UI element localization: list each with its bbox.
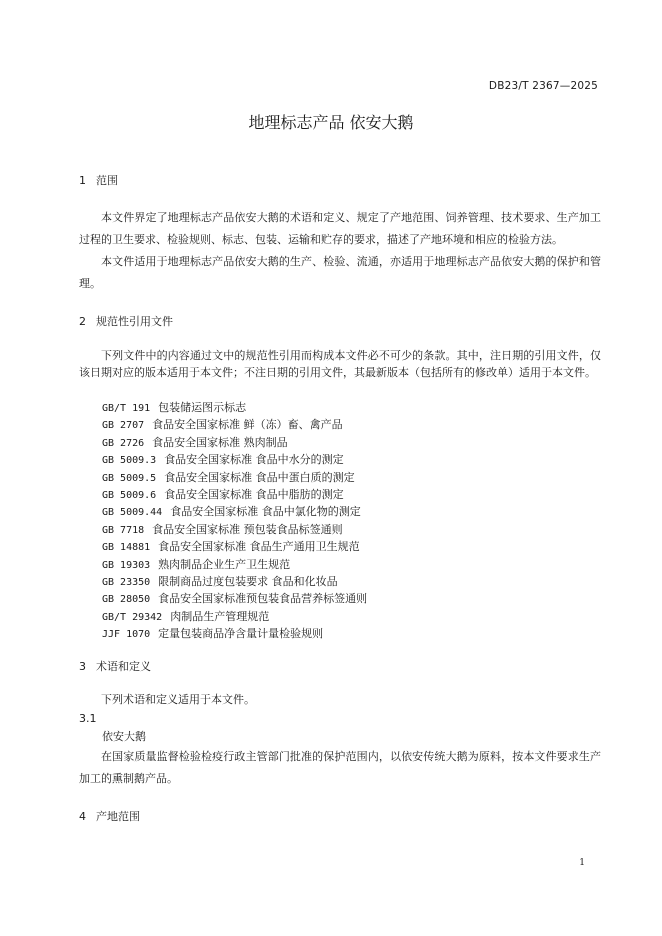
- reference-code: GB 7718: [102, 524, 145, 536]
- term-definition: 在国家质量监督检验检疫行政主管部门批准的保护范围内，以依安传统大鹅为原料，按本文件要求生产加工的熏制鹅产品。: [79, 750, 601, 785]
- section-heading-scope: [79, 172, 118, 188]
- section-number: 2: [79, 315, 86, 328]
- section-number: 4: [79, 810, 86, 823]
- reference-item: [102, 451, 367, 468]
- reference-item: [102, 469, 367, 486]
- reference-title: 食品安全国家标准 食品生产通用卫生规范: [158, 540, 360, 554]
- reference-item: [102, 399, 367, 416]
- reference-code: GB 5009.44: [102, 507, 163, 519]
- reference-item: [102, 486, 367, 503]
- reference-code: GB 14881: [102, 542, 151, 554]
- section-title: 规范性引用文件: [96, 315, 173, 328]
- reference-item: [102, 573, 367, 590]
- reference-item: [102, 503, 367, 520]
- reference-title: 食品安全国家标准 食品中水分的测定: [164, 453, 344, 467]
- reference-title: 限制商品过度包装要求 食品和化妆品: [158, 574, 338, 588]
- reference-code: GB/T 191: [102, 403, 151, 414]
- reference-item: [102, 521, 367, 538]
- reference-code: GB 19303: [102, 559, 151, 571]
- reference-title: 肉制品生产管理规范: [170, 609, 270, 623]
- reference-code: GB 28050: [102, 594, 151, 606]
- reference-title: 定量包装商品净含量计量检验规则: [158, 627, 324, 641]
- reference-title: 食品安全国家标准 食品中氯化物的测定: [170, 505, 361, 519]
- section-number: 3: [79, 660, 86, 673]
- term-number: 3.1: [79, 712, 97, 725]
- section-heading-origin: [79, 808, 140, 824]
- reference-title: 熟肉制品企业生产卫生规范: [158, 557, 291, 571]
- scope-paragraph-2: 本文件适用于地理标志产品依安大鹅的生产、检验、流通，亦适用于地理标志产品依安大鹅的保护和管理。: [79, 255, 601, 290]
- reference-code: GB 5009.6: [102, 489, 157, 501]
- section-title: 范围: [96, 174, 118, 187]
- term-name: 依安大鹅: [102, 730, 146, 743]
- terms-intro: 下列术语和定义适用于本文件。: [101, 693, 255, 706]
- reference-item: [102, 608, 367, 625]
- reference-code: GB 5009.5: [102, 472, 157, 484]
- reference-title: 食品安全国家标准 熟肉制品: [152, 435, 288, 449]
- page-number: 1: [579, 858, 585, 868]
- reference-item: [102, 625, 367, 642]
- reference-title: 包装储运图示标志: [158, 401, 247, 414]
- reference-title: 食品安全国家标准 食品中脂肪的测定: [164, 487, 344, 501]
- reference-item: [102, 590, 367, 607]
- section-heading-normative: [79, 313, 173, 329]
- reference-code: GB 2707: [102, 420, 145, 432]
- section-heading-terms: [79, 658, 151, 674]
- reference-code: GB/T 29342: [102, 611, 163, 623]
- reference-title: 食品安全国家标准 鲜（冻）畜、禽产品: [152, 418, 343, 432]
- section-number: 1: [79, 174, 86, 187]
- reference-code: GB 2726: [102, 437, 145, 449]
- reference-item: [102, 538, 367, 555]
- reference-code: GB 5009.3: [102, 455, 157, 467]
- reference-title: 食品安全国家标准预包装食品营养标签通则: [158, 592, 368, 606]
- document-title: 地理标志产品 依安大鹅: [248, 113, 414, 132]
- reference-item: [102, 434, 367, 451]
- reference-item: [102, 556, 367, 573]
- reference-list: [102, 399, 367, 642]
- document-code: DB23/T 2367—2025: [488, 80, 598, 92]
- reference-code: JJF 1070: [102, 629, 151, 641]
- section-title: 术语和定义: [96, 660, 151, 673]
- reference-code: GB 23350: [102, 576, 151, 588]
- scope-paragraph-1: 本文件界定了地理标志产品依安大鹅的术语和定义、规定了产地范围、饲养管理、技术要求、生产加工过程的卫生要求、检验规则、标志、包装、运输和贮存的要求，描述了产地环境和相应的检验方法。: [79, 211, 601, 246]
- reference-item: [102, 416, 367, 433]
- normative-intro: 下列文件中的内容通过文中的规范性引用而构成本文件必不可少的条款。其中，注日期的引用文件，仅该日期对应的版本适用于本文件；不注日期的引用文件，其最新版本（包括所有的修改单）适用于本文件。: [79, 349, 601, 379]
- reference-title: 食品安全国家标准 预包装食品标签通则: [152, 522, 343, 536]
- section-title: 产地范围: [96, 810, 140, 823]
- reference-title: 食品安全国家标准 食品中蛋白质的测定: [164, 470, 355, 484]
